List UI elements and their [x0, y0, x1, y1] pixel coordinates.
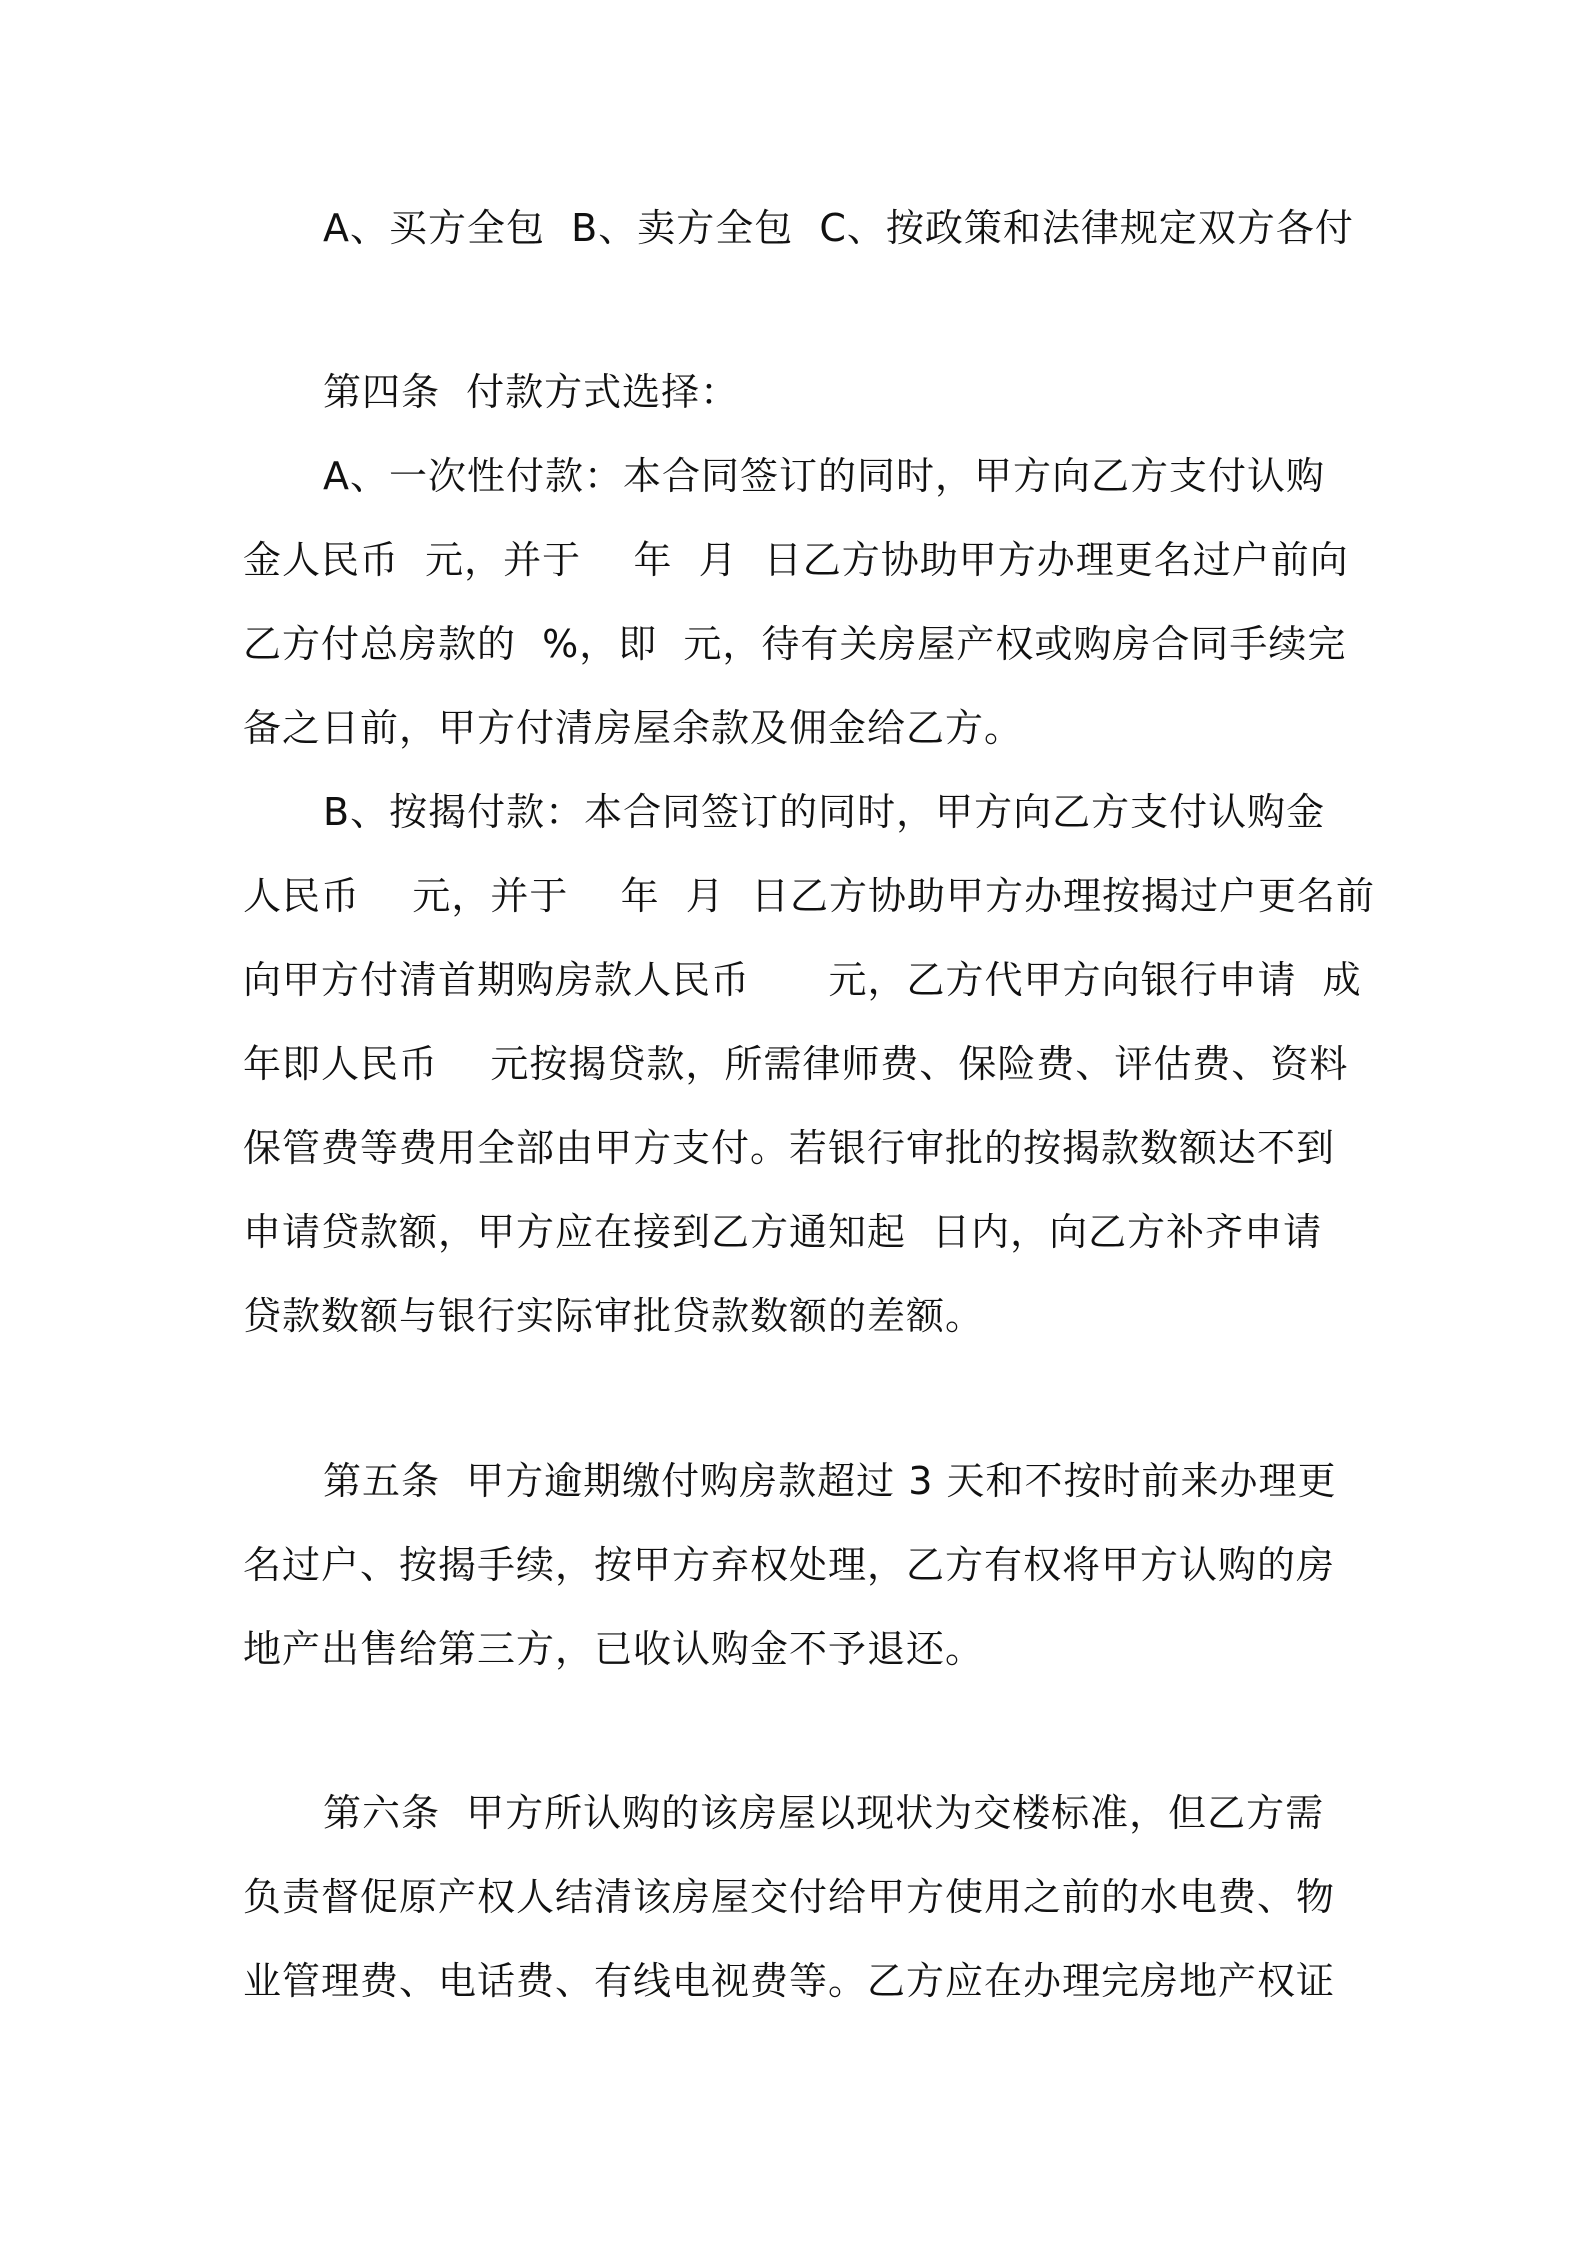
article-five-line-3: 地产出售给第三方，已收认购金不予退还。 — [243, 1627, 985, 1671]
article-four-line-6: 人民币 元，并于 年 月 日乙方协助甲方办理按揭过户更名前 — [243, 874, 1375, 918]
article-four-line-11: 贷款数额与银行实际审批贷款数额的差额。 — [243, 1294, 985, 1338]
article-four-line-10: 申请贷款额，甲方应在接到乙方通知起 日内，向乙方补齐申请 — [243, 1210, 1323, 1254]
article-six-line-2: 负责督促原产权人结清该房屋交付给甲方使用之前的水电费、物 — [243, 1875, 1336, 1919]
article-four-line-2: 金人民币 元，并于 年 月 日乙方协助甲方办理更名过户前向 — [243, 538, 1349, 582]
article-four-line-3: 乙方付总房款的 %，即 元，待有关房屋产权或购房合同手续完 — [243, 622, 1347, 666]
article-four-line-5: B、按揭付款：本合同签订的同时，甲方向乙方支付认购金 — [323, 790, 1326, 834]
article-four-line-7: 向甲方付清首期购房款人民币 元，乙方代甲方向银行申请 成 — [243, 958, 1362, 1002]
article-six-line-3: 业管理费、电话费、有线电视费等。乙方应在办理完房地产权证 — [243, 1959, 1336, 2003]
article-four-line-4: 备之日前，甲方付清房屋余款及佣金给乙方。 — [243, 706, 1024, 750]
article-five-line-2: 名过户、按揭手续，按甲方弃权处理，乙方有权将甲方认购的房 — [243, 1543, 1336, 1587]
article-four-line-1: A、一次性付款：本合同签订的同时，甲方向乙方支付认购 — [323, 454, 1325, 498]
article-four-line-9: 保管费等费用全部由甲方支付。若银行审批的按揭款数额达不到 — [243, 1126, 1336, 1170]
payment-options-line: A、买方全包 B、卖方全包 C、按政策和法律规定双方各付 — [323, 206, 1354, 250]
article-six-line-1: 第六条 甲方所认购的该房屋以现状为交楼标准，但乙方需 — [323, 1791, 1325, 1835]
article-four-line-8: 年即人民币 元按揭贷款，所需律师费、保险费、评估费、资料 — [243, 1042, 1349, 1086]
article-four-heading: 第四条 付款方式选择： — [323, 370, 740, 414]
article-five-line-1: 第五条 甲方逾期缴付购房款超过 3 天和不按时前来办理更 — [323, 1459, 1337, 1503]
